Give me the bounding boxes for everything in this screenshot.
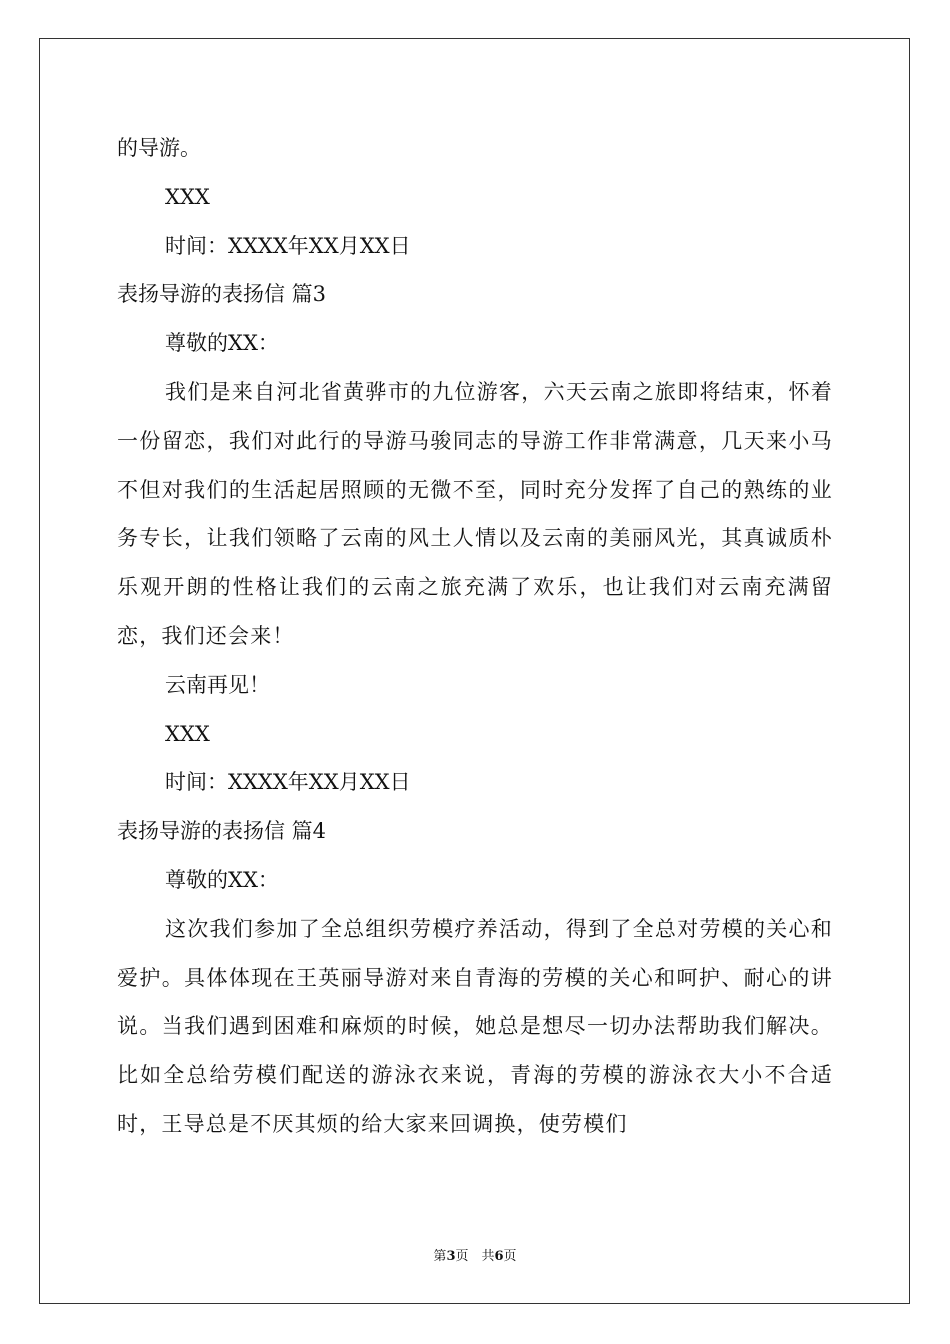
date-line: 时间：XXXX年XX月XX日 xyxy=(165,770,411,795)
closing-line: 的导游。 xyxy=(117,136,201,160)
document-body xyxy=(117,124,833,1149)
page-prefix: 第 xyxy=(433,1249,447,1264)
section-heading-3: 表扬导游的表扬信 篇3 xyxy=(117,282,327,307)
date-line: 时间：XXXX年XX月XX日 xyxy=(165,233,411,258)
body-paragraph-3: 我们是来自河北省黄骅市的九位游客，六天云南之旅即将结束，怀着一份留恋，我们对此行的导游马骏同志的导游工作非常满意，几天来小马不但对我们的生活起居照顾的无微不至，同时充分发挥了自己的熟练的业务专长，让我们领略了云南的风土人情以及云南的美丽风光，其真诚质朴乐观开朗的性格让我们的云南之旅充满了欢乐，也让我们对云南充满留恋，我们还会来！ xyxy=(117,379,833,648)
signature: XXX xyxy=(165,721,210,746)
page-total: 6 xyxy=(494,1249,504,1264)
salutation: 尊敬的XX： xyxy=(165,331,279,356)
page-current: 3 xyxy=(446,1249,456,1264)
signature: XXX xyxy=(165,184,210,209)
page-suffix: 页 xyxy=(503,1249,517,1264)
farewell-line: 云南再见！ xyxy=(165,672,270,697)
page-footer xyxy=(0,1248,950,1266)
section-heading-4: 表扬导游的表扬信 篇4 xyxy=(117,819,327,844)
page-middle: 页 共 xyxy=(455,1249,495,1264)
body-paragraph-4: 这次我们参加了全总组织劳模疗养活动，得到了全总对劳模的关心和爱护。具体体现在王英丽导游对来自青海的劳模的关心和呵护、耐心的讲说。当我们遇到困难和麻烦的时候，她总是想尽一切办法帮助我们解决。比如全总给劳模们配送的游泳衣来说，青海的劳模的游泳衣大小不合适时，王导总是不厌其烦的给大家来回调换，使劳模们 xyxy=(117,916,833,1136)
salutation: 尊敬的XX： xyxy=(165,867,279,892)
